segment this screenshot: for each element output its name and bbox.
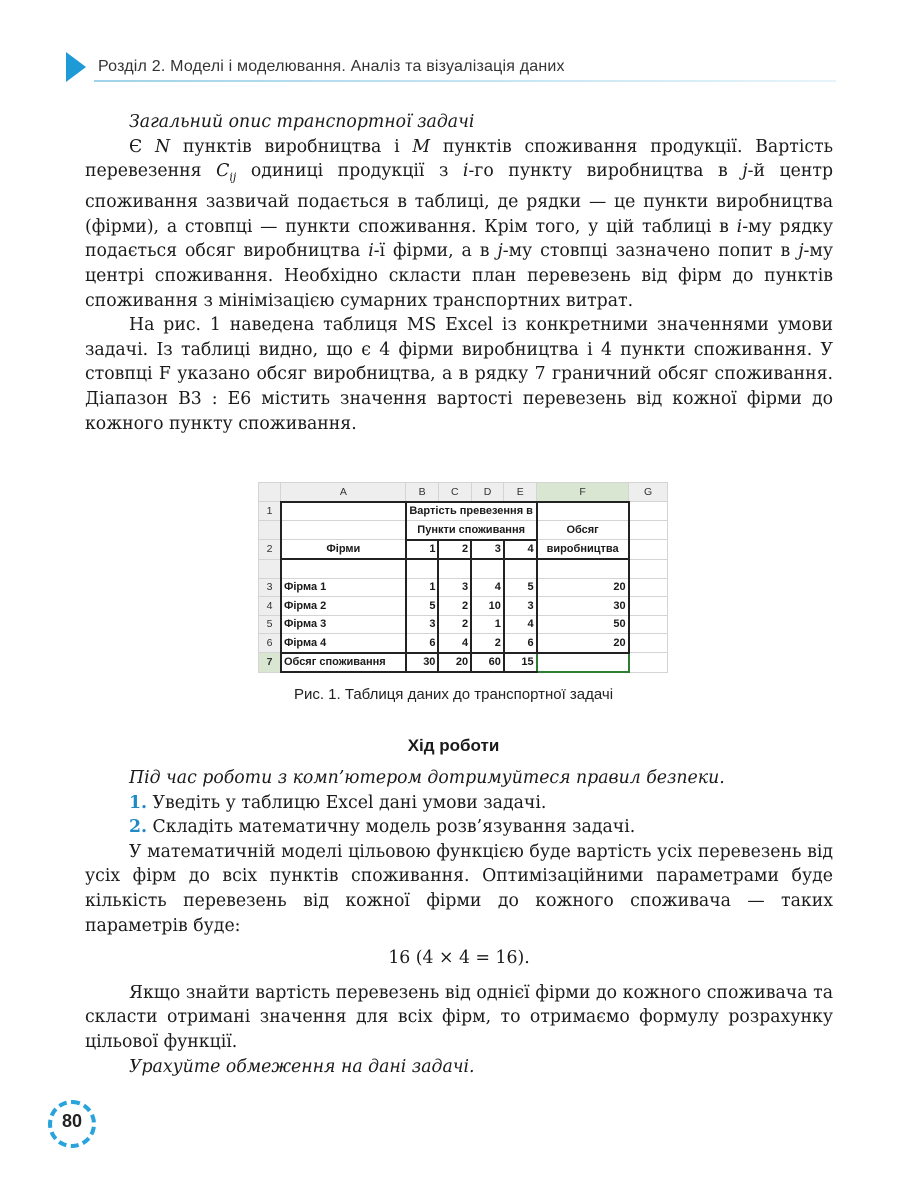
table-row (259, 653, 668, 673)
table-row (259, 597, 668, 616)
select-all-corner[interactable] (259, 483, 281, 502)
col-header-e[interactable]: E (504, 483, 537, 502)
cell-a1b[interactable] (281, 521, 406, 540)
cost-header-line1[interactable]: Вартість превезення в (406, 502, 537, 521)
table-row (259, 521, 668, 540)
cost-cell[interactable]: 6 (406, 634, 439, 653)
step-1-text: Уведіть у таблицю Excel дані умови задачі. (152, 792, 547, 813)
row-number-6[interactable]: 6 (259, 634, 281, 653)
column-header-row (259, 483, 668, 502)
cell-a1[interactable] (281, 502, 406, 521)
table-row (259, 559, 668, 578)
intro-section (85, 110, 833, 436)
cost-header-line2[interactable]: Пункти споживання (406, 521, 537, 540)
consumption-cell[interactable]: 20 (438, 653, 471, 673)
consumption-cell[interactable]: 15 (504, 653, 537, 673)
volume-cell[interactable]: 20 (537, 578, 629, 597)
firm-name[interactable]: Фірма 4 (281, 634, 406, 653)
step-1 (85, 791, 833, 816)
row-number-5[interactable]: 5 (259, 615, 281, 634)
step-2 (85, 815, 833, 840)
volume-cell[interactable]: 30 (537, 597, 629, 616)
row-number-7[interactable]: 7 (259, 653, 281, 673)
firms-header[interactable]: Фірми (281, 540, 406, 560)
work-section (85, 766, 833, 1079)
chapter-title: Розділ 2. Моделі і моделювання. Аналіз та візуалізація даних (98, 58, 565, 75)
point-4[interactable]: 4 (504, 540, 537, 560)
col-header-b[interactable]: B (406, 483, 439, 502)
consumption-label[interactable]: Обсяг споживання (281, 653, 406, 673)
model-paragraph: У математичній моделі цільовою функцією буде вартість усіх перевезень від усіх фірм до всіх пунктів споживання. Оптимізаційними параметрами буде кількість перевезень від кожної фірми до кожного споживача — таких параметрів буде: (85, 841, 833, 936)
header-rule (94, 80, 836, 82)
consumption-cell[interactable]: 30 (406, 653, 439, 673)
cost-cell[interactable]: 4 (438, 634, 471, 653)
volume-cell[interactable]: 50 (537, 615, 629, 634)
step-1-number: 1. (129, 792, 148, 813)
formula: 16 (4 × 4 = 16). (388, 948, 530, 969)
cost-cell[interactable]: 3 (406, 615, 439, 634)
step-2-number: 2. (129, 817, 148, 838)
firm-name[interactable]: Фірма 2 (281, 597, 406, 616)
step-2-text: Складіть математичну модель розв’язування задачі. (152, 817, 636, 838)
table-row (259, 615, 668, 634)
volume-header-line2[interactable]: виробництва (537, 540, 629, 560)
excel-table (258, 482, 668, 673)
cost-cell[interactable]: 2 (438, 597, 471, 616)
point-3[interactable]: 3 (471, 540, 504, 560)
intro-heading: Загальний опис транспортної задачі (129, 112, 475, 132)
cost-cell[interactable]: 2 (438, 615, 471, 634)
intro-paragraph-2: На рис. 1 наведена таблиця MS Excel із конкретними значеннями умови задачі. Із таблиці видно, що є 4 фірми виробництва і 4 пункти споживання. У стовпці F указано обсяг виробництва, а в рядку 7 граничний обсяг споживання. Діапазон B3 : E6 містить значення вартості перевезень від кожної фірми до кожного пункту споживання. (85, 315, 833, 434)
col-header-a[interactable]: A (281, 483, 406, 502)
cost-cell[interactable]: 3 (504, 597, 537, 616)
cost-cell[interactable]: 5 (406, 597, 439, 616)
table-row (259, 540, 668, 560)
table-row (259, 634, 668, 653)
cost-cell[interactable]: 1 (406, 578, 439, 597)
point-2[interactable]: 2 (438, 540, 471, 560)
cost-cell[interactable]: 4 (504, 615, 537, 634)
point-1[interactable]: 1 (406, 540, 439, 560)
cell-f1[interactable] (537, 502, 629, 521)
cost-cell[interactable]: 6 (504, 634, 537, 653)
selected-cell-f7[interactable] (537, 653, 629, 673)
col-header-f[interactable]: F (537, 483, 629, 502)
table-row (259, 502, 668, 521)
row-number-3[interactable]: 3 (259, 578, 281, 597)
volume-cell[interactable]: 20 (537, 634, 629, 653)
objective-paragraph: Якщо знайти вартість перевезень від однієї фірми до кожного споживача та скласти отримані значення для всіх фірм, то отримаємо формулу розрахунку цільової функції. (85, 982, 833, 1052)
volume-header-line1[interactable]: Обсяг (537, 521, 629, 540)
constraints-note: Урахуйте обмеження на дані задачі. (129, 1056, 475, 1077)
work-title: Хід роботи (407, 736, 500, 755)
col-header-c[interactable]: C (438, 483, 471, 502)
cost-cell[interactable]: 3 (438, 578, 471, 597)
row-number-2[interactable]: 2 (259, 540, 281, 560)
page-number: 80 (61, 1111, 83, 1131)
firm-name[interactable]: Фірма 3 (281, 615, 406, 634)
table-row (259, 578, 668, 597)
excel-table-figure (258, 482, 668, 669)
cost-cell[interactable]: 10 (471, 597, 504, 616)
cost-cell[interactable]: 5 (504, 578, 537, 597)
cost-cell[interactable]: 1 (471, 615, 504, 634)
page-number-badge (48, 1100, 96, 1148)
firm-name[interactable]: Фірма 1 (281, 578, 406, 597)
chapter-header (66, 50, 836, 86)
cell-g1[interactable] (629, 502, 668, 521)
figure-caption: Рис. 1. Таблиця даних до транспортної задачі (293, 686, 614, 703)
col-header-g[interactable]: G (629, 483, 668, 502)
intro-paragraph-1: Є N пунктів виробництва і M пунктів споживання продукції. Вартість перевезення $C_{ij}$ одиниці продукції з i-го пункту виробництва в j-й центр споживання зазвичай подається в таблиці, де рядки — це пункти виробництва (фірми), а стовпці — пункти споживання. Крім того, у цій таблиці в i-му рядку подається обсяг виробництва i-ї фірми, а в j-му стовпці зазначено попит в j-му центрі споживання. Необхідно скласти план перевезень від фірм до пунктів споживання з мінімізацією сумарних транспортних витрат. (85, 136, 834, 311)
col-header-d[interactable]: D (471, 483, 504, 502)
consumption-cell[interactable]: 60 (471, 653, 504, 673)
chapter-arrow-icon (66, 52, 86, 82)
safety-note: Під час роботи з комп’ютером дотримуйтеся правил безпеки. (129, 768, 725, 788)
row-number-1[interactable]: 1 (259, 502, 281, 521)
cost-cell[interactable]: 4 (471, 578, 504, 597)
row-number-4[interactable]: 4 (259, 597, 281, 616)
cost-cell[interactable]: 2 (471, 634, 504, 653)
